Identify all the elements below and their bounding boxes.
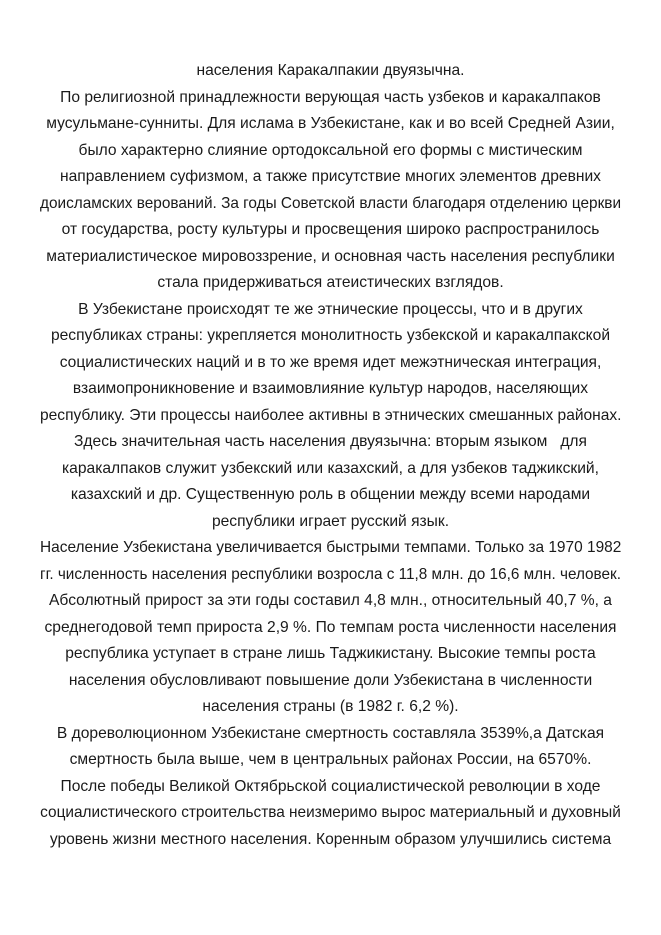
text-line: республики играет русский язык. xyxy=(211,512,450,530)
text-line: После победы Великой Октябрьской социалистической революции в ходе xyxy=(60,777,601,795)
text-line: республиках страны: укрепляется монолитность узбекской и каракалпакской xyxy=(50,327,611,344)
text-line: Абсолютный прирост за эти годы составил 4,8 млн., относительный 40,7 %, а xyxy=(49,592,612,609)
text-line: направлением суфизмом, а также присутствие многих элементов древних xyxy=(60,168,601,185)
text-line: По религиозной принадлежности верующая часть узбеков и каракалпаков xyxy=(60,88,601,106)
text-line: республика уступает в стране лишь Таджикистану. Высокие темпы роста xyxy=(65,645,596,662)
text-line: Население Узбекистана увеличивается быстрыми темпами. Только за 1970 1982 xyxy=(40,539,622,556)
text-line: населения обусловливают повышение доли Узбекистана в численности xyxy=(68,671,593,689)
text-line: социалистического строительства неизмеримо вырос материальный и духовный xyxy=(40,804,621,821)
text-line: В Узбекистане происходят те же этнические процессы, что и в других xyxy=(78,300,583,318)
text-line: смертность была выше, чем в центральных районах России, на 6570%. xyxy=(69,751,592,768)
text-line: материалистическое мировоззрение, и основная часть населения республики xyxy=(46,247,615,265)
text-line: социалистических наций и в то же время идет межэтническая интеграция, xyxy=(59,353,602,371)
text-line: доисламских верований. За годы Советской власти благодаря отделению церкви xyxy=(40,194,622,212)
text-line: населения страны (в 1982 г. 6,2 %). xyxy=(202,698,459,715)
text-line: уровень жизни местного населения. Коренным образом улучшились система xyxy=(49,830,612,848)
text-line: населения Каракалпакии двуязычна. xyxy=(196,62,465,79)
body-text xyxy=(40,58,621,853)
text-line: каракалпаков служит узбекский или казахский, а для узбеков таджикский, xyxy=(62,459,599,477)
text-line: гг. численность населения республики возросла с 11,8 млн. до 16,6 млн. человек. xyxy=(40,565,621,583)
text-line: республику. Эти процессы наиболее активны в этнических смешанных районах. xyxy=(40,406,622,424)
text-line: Здесь значительная часть населения двуязычна: вторым языком для xyxy=(74,433,587,450)
text-line: было характерно слияние ортодоксальной его формы с мистическим xyxy=(78,141,583,159)
text-line: В дореволюционном Узбекистане смертность составляла 3539%,а Датская xyxy=(56,724,605,742)
text-line: от государства, росту культуры и просвещения широко распространилось xyxy=(61,221,600,238)
text-line: казахский и др. Существенную роль в общении между всеми народами xyxy=(70,486,591,503)
text-line: среднегодовой темп прироста 2,9 %. По темпам роста численности населения xyxy=(44,618,617,636)
text-line: мусульмане-сунниты. Для ислама в Узбекистане, как и во всей Средней Азии, xyxy=(46,115,615,132)
text-line: взаимопроникновение и взаимовлияние культур народов, населяющих xyxy=(72,380,589,397)
text-line: стала придерживаться атеистических взглядов. xyxy=(157,274,504,291)
